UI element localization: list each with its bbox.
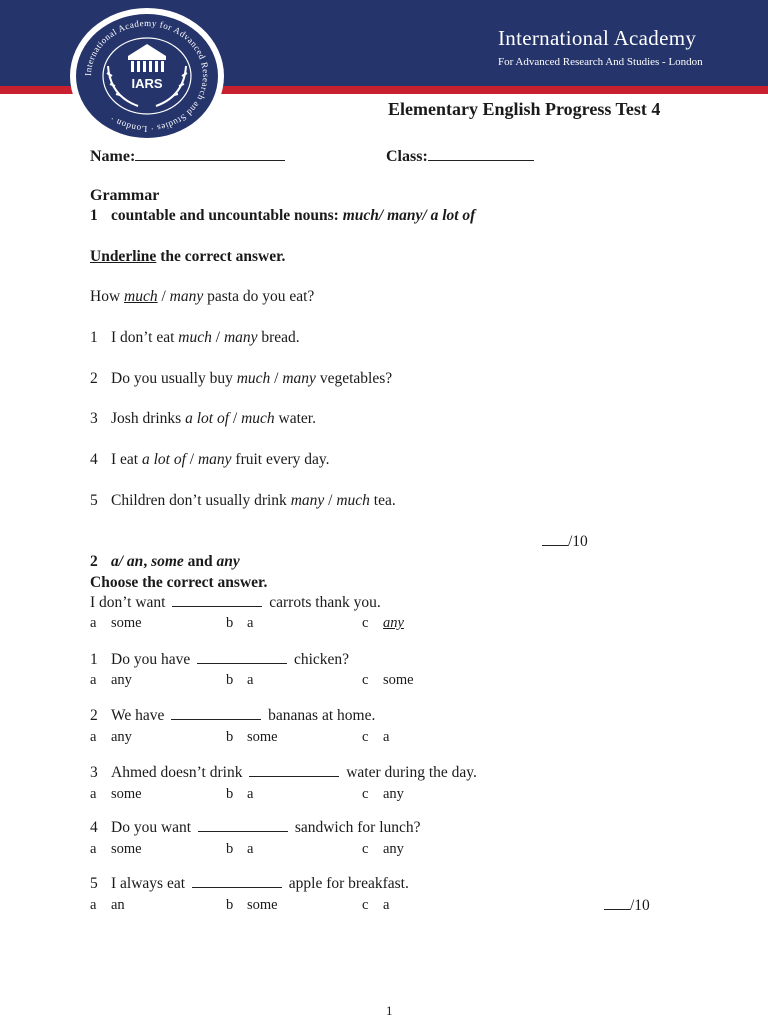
option-c[interactable]: c some — [362, 672, 414, 688]
test-title: Elementary English Progress Test 4 — [388, 99, 661, 119]
section2-question: 5 I always eat apple for breakfast. — [90, 875, 409, 892]
section2-question: 1 Do you have chicken? — [90, 651, 350, 668]
section2-question: 4 Do you want sandwich for lunch? — [90, 819, 421, 836]
answer-blank[interactable] — [172, 594, 262, 607]
option-a[interactable]: a some — [90, 841, 142, 857]
option-b[interactable]: b some — [226, 897, 278, 913]
section2-instruction: Choose the correct answer. — [90, 574, 268, 591]
section2-heading: 2 a/ an, some and any — [90, 553, 240, 570]
section1-question: 3 Josh drinks a lot of / much water. — [90, 410, 316, 427]
option-b[interactable]: b a — [226, 841, 254, 857]
option-c[interactable]: c any — [362, 615, 404, 631]
option-c[interactable]: c a — [362, 897, 390, 913]
section2-example: I don’t want carrots thank you. — [90, 594, 381, 611]
option-2[interactable]: many — [282, 370, 316, 387]
option-2[interactable]: many — [223, 329, 258, 346]
section1-score[interactable]: /10 — [542, 533, 588, 551]
option-2[interactable]: many — [197, 451, 232, 468]
answer-blank[interactable] — [198, 819, 288, 832]
section1-question: 4 I eat a lot of / many fruit every day. — [90, 451, 330, 468]
section2-score[interactable]: /10 — [604, 897, 650, 915]
academy-name: International Academy — [498, 26, 697, 50]
section1-question: 2 Do you usually buy much / many vegetables? — [90, 370, 393, 387]
option-1[interactable]: a lot of — [141, 451, 186, 468]
example-answer-much[interactable]: much — [124, 288, 158, 305]
answer-blank[interactable] — [249, 764, 339, 777]
example-answer-any: any — [383, 615, 404, 631]
option-c[interactable]: c any — [362, 786, 404, 802]
class-field[interactable] — [386, 146, 534, 166]
option-1[interactable]: many — [290, 492, 325, 509]
grammar-heading: Grammar — [90, 187, 160, 204]
option-a[interactable]: a an — [90, 897, 125, 913]
svg-text:IARS: IARS — [131, 76, 163, 91]
section1-instruction: Underline the correct answer. — [90, 248, 286, 265]
academy-seal-logo — [68, 6, 226, 146]
option-a[interactable]: a any — [90, 672, 132, 688]
option-a[interactable]: a some — [90, 615, 142, 631]
name-blank[interactable] — [135, 146, 285, 161]
option-c[interactable]: c any — [362, 841, 404, 857]
option-b[interactable]: b some — [226, 729, 278, 745]
option-b[interactable]: b a — [226, 672, 254, 688]
example-option-many[interactable]: many — [169, 288, 204, 305]
answer-blank[interactable] — [197, 651, 287, 664]
section1-question: 1 I don’t eat much / many bread. — [90, 329, 300, 346]
score-blank[interactable] — [542, 533, 568, 546]
option-2[interactable]: much — [241, 410, 275, 427]
section1-heading: 1 countable and uncountable nouns: much/ many/ a lot of — [90, 207, 476, 224]
option-a[interactable]: a some — [90, 786, 142, 802]
page-number: 1 — [386, 1003, 393, 1018]
score-blank[interactable] — [604, 897, 630, 910]
name-field[interactable] — [90, 146, 285, 166]
answer-blank[interactable] — [171, 707, 261, 720]
svg-text:International Academy for Adva: International Academy for Advanced Research and Studies · London · — [82, 17, 212, 135]
option-1[interactable]: much — [236, 370, 271, 387]
class-blank[interactable] — [428, 146, 534, 161]
answer-blank[interactable] — [192, 875, 282, 888]
option-b[interactable]: b a — [226, 786, 254, 802]
section2-question: 2 We have bananas at home. — [90, 707, 376, 724]
option-c[interactable]: c a — [362, 729, 390, 745]
option-b[interactable]: b a — [226, 615, 254, 631]
option-a[interactable]: a any — [90, 729, 132, 745]
option-1[interactable]: much — [178, 329, 212, 346]
academy-tagline: For Advanced Research And Studies - London — [498, 56, 703, 68]
section1-question: 5 Children don’t usually drink many / much tea. — [90, 492, 396, 509]
section2-question: 3 Ahmed doesn’t drink water during the day. — [90, 764, 477, 781]
section1-example: How much / many pasta do you eat? — [90, 288, 315, 305]
class-label: Class: — [386, 148, 428, 165]
option-1[interactable]: a lot of — [185, 410, 229, 427]
name-label: Name: — [90, 148, 136, 165]
option-2[interactable]: much — [336, 492, 370, 509]
